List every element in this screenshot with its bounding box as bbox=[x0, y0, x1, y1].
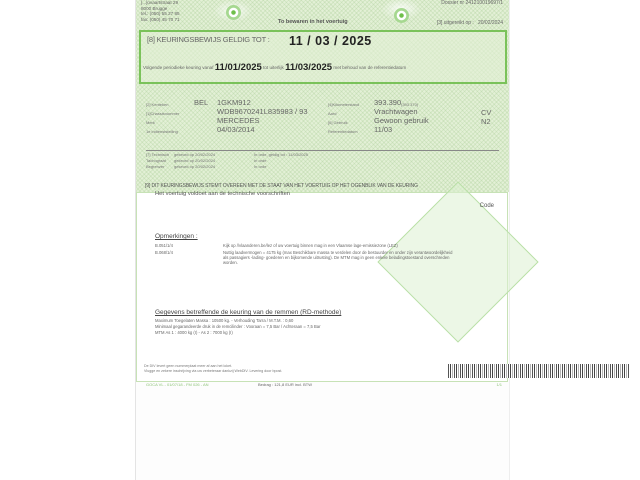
plate-number: 1GKM912 bbox=[217, 98, 251, 107]
inspection-tacho-name: Tachograaf bbox=[146, 158, 166, 163]
station-address bbox=[141, 0, 180, 22]
validity-label: [8] KEURINGSBEWIJS GELDIG TOT : bbox=[147, 35, 270, 44]
page-number: 1/1 bbox=[496, 382, 502, 387]
inspection-limiter-date: gekeurd op 20/02/2024 bbox=[174, 164, 216, 169]
first-reg-label: 1e indienststelling bbox=[146, 129, 178, 134]
brakes-title: Gegevens betreffende de keuring van de remmen (RD-methode) bbox=[155, 309, 342, 316]
address-line: 8000 Brugge bbox=[141, 5, 168, 11]
km-label: [4]Kilometerstand bbox=[328, 102, 360, 107]
div-notice: De DIV levert geen nummerplaat meer af aan het loket. bbox=[144, 364, 233, 368]
km-previous: (393.370) bbox=[401, 102, 419, 107]
ref-date-label: Referentiedatum bbox=[328, 129, 358, 134]
remark-text: Kijk op //vlaanderen.be/lez of uw voertuig binnen mag in een Vlaamse lage-emissiezone (LEZ) bbox=[223, 243, 398, 248]
usage-label: [6] Gebruik bbox=[328, 120, 348, 125]
eye-logo-icon bbox=[394, 8, 409, 23]
usage-code: N2 bbox=[481, 117, 491, 126]
brake-line: MTM As 1 : 4000 kg (I) - As 2 : 7000 kg (I) bbox=[155, 330, 233, 335]
keep-in-vehicle-note: To bewaren in het voertuig bbox=[278, 19, 348, 25]
next-prefix: Volgende periodieke keuring vanaf bbox=[143, 65, 214, 70]
issued-on bbox=[437, 20, 503, 26]
type-code: CV bbox=[481, 108, 492, 117]
make-label: Merk bbox=[146, 120, 155, 125]
inspection-limiter-name: Begrenzer bbox=[146, 164, 165, 169]
km-value: 393.390 bbox=[374, 98, 402, 107]
issued-on-label: [3] uitgereikt op : bbox=[436, 20, 474, 26]
validity-box bbox=[139, 30, 507, 84]
next-inspection-row bbox=[143, 62, 406, 73]
inspection-tacho-status: In orde bbox=[254, 158, 267, 163]
fax-line: fax: (050) 45 70 71 bbox=[141, 16, 180, 22]
brake-line: Maximum Toegelaten Massa : 10500 kg. - Verhouding Tarra / M.T.M. : 0,60 bbox=[155, 318, 294, 323]
code-header: Code bbox=[479, 203, 494, 209]
first-reg-date: 04/03/2014 bbox=[217, 125, 255, 134]
barcode bbox=[448, 364, 629, 378]
plate-country: BEL bbox=[194, 98, 209, 107]
eye-logo-icon bbox=[226, 5, 241, 20]
brake-line: Minimaal gegarandeerde druk in de remcilinder : Vooraan = 7,5 Bar / Achteraan = 7,5 Bar bbox=[155, 324, 321, 329]
next-mid: tot uiterlijk bbox=[263, 65, 284, 70]
remark-code: B.051/1/4 bbox=[155, 243, 173, 248]
form-code: GOCA VL - 01/07/18 - FM 026 - AN bbox=[146, 382, 209, 387]
amount: Bedrag : 121,8 EUR incl. BTW bbox=[258, 382, 313, 387]
phone-line: tel.: (050) 55 27 85 bbox=[141, 11, 180, 17]
type-label: Aard bbox=[328, 111, 337, 116]
chassis-number: WDB9670241L835983 / 93 bbox=[217, 107, 308, 116]
inspection-technical-status: In orde, geldig tot : 11/03/2025 bbox=[254, 152, 308, 157]
ref-date-value: 11/03 bbox=[374, 125, 393, 134]
inspection-technical-name: [7] Technisch bbox=[146, 152, 170, 157]
next-from-date: 11/01/2025 bbox=[214, 62, 262, 73]
validity-date: 11 / 03 / 2025 bbox=[289, 34, 372, 48]
inspection-result: Het voertuig voldoet aan de technische voorschriften bbox=[155, 191, 291, 197]
chassis-label: [1]Chassisnummer bbox=[146, 111, 180, 116]
divider bbox=[146, 150, 499, 151]
inspection-technical-date: gekeurd op 20/02/2024 bbox=[174, 152, 216, 157]
dossier-number: Dossier nr 241210019697/1 bbox=[441, 0, 503, 6]
make-value: MERCEDES bbox=[217, 116, 260, 125]
remarks-title: Opmerkingen : bbox=[155, 233, 198, 240]
address-line: [...]ovaartstraat 29 bbox=[141, 0, 179, 5]
remark-text: Nuttig laadvermogen = 4175 kg (max Beschikbare massa te verdelen door de bestuurder en onder zijn verantwoordelijkheid als passagiers -lading- goederen en bijkomende uitrusting). De MTM mag in geen enkele beladingstoestand overschreden worden. bbox=[223, 250, 453, 266]
type-value: Vrachtwagen bbox=[374, 107, 418, 116]
remark-code: B.068/1/4 bbox=[155, 250, 173, 255]
next-suffix: met behoud van de referentiedatum bbox=[333, 65, 407, 70]
inspection-tacho-date: gekeurd op 20/02/2024 bbox=[174, 158, 216, 163]
inspection-certificate-page bbox=[135, 0, 510, 480]
div-notice: Vlugge en zekere inschrijving via uw verbeteraar dankzij WebDIV. Levering door bpost. bbox=[144, 369, 283, 373]
usage-value: Gewoon gebruik bbox=[374, 116, 429, 125]
inspection-limiter-status: In orde bbox=[254, 164, 267, 169]
next-to-date: 11/03/2025 bbox=[285, 62, 333, 73]
issued-on-date: 20/02/2024 bbox=[477, 20, 503, 26]
plate-label: [2] Kenteken bbox=[146, 102, 169, 107]
conformity-statement: [9] DIT KEURINGSBEWIJS STEMT OVEREEN MET DE STAAT VAN HET VOERTUIG OP HET OGENBLIK VAN DE KEURING bbox=[145, 183, 418, 189]
